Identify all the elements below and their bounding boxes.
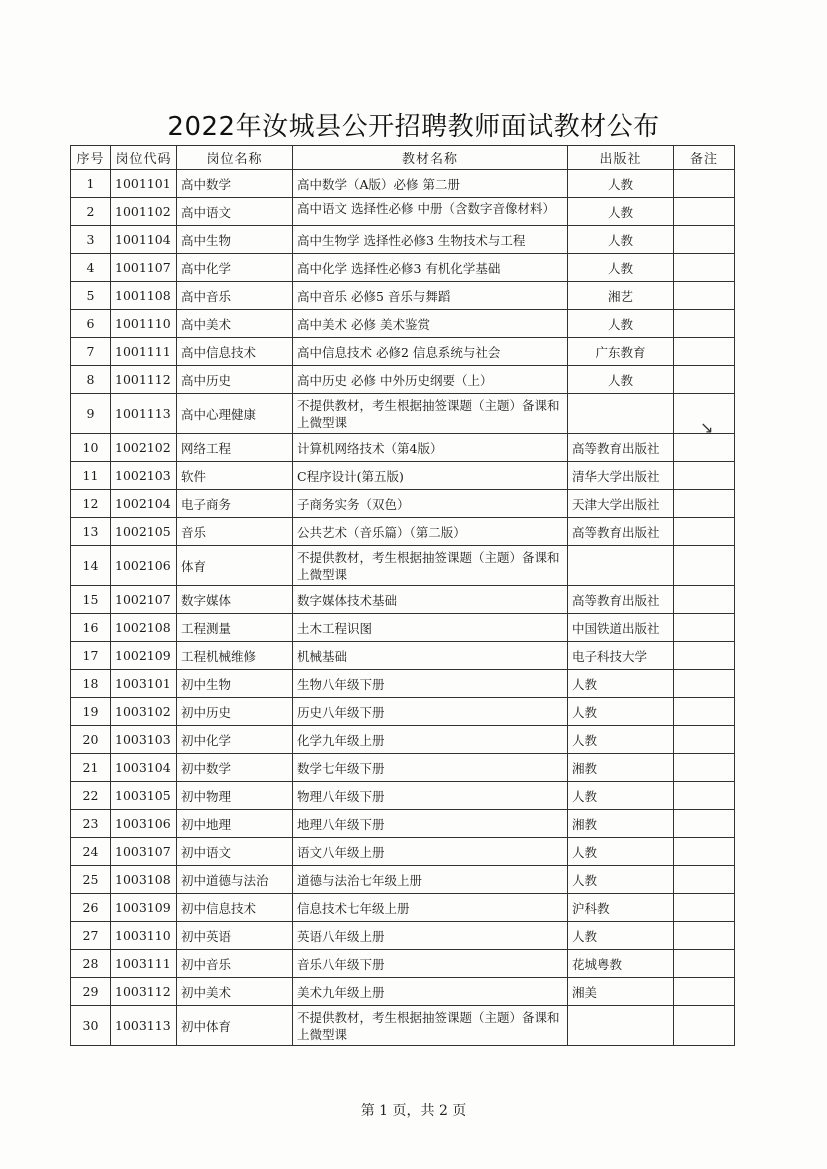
cell-position: 初中道德与法治 [177,866,293,894]
cell-position: 音乐 [177,518,293,546]
cell-publisher: 人教 [568,726,674,754]
cell-publisher [568,546,674,586]
cell-position: 体育 [177,546,293,586]
cell-textbook: 高中美术 必修 美术鉴赏 [293,310,568,338]
table-row [71,462,735,490]
cell-publisher: 人教 [568,366,674,394]
cell-no: 17 [71,642,111,670]
page-footer: 第 1 页，共 2 页 [360,1103,467,1119]
cell-code: 1001107 [111,254,177,282]
cell-code: 1001112 [111,366,177,394]
cell-publisher: 湘教 [568,754,674,782]
table-row [71,170,735,198]
cell-no: 12 [71,490,111,518]
cell-textbook: 高中历史 必修 中外历史纲要（上） [293,366,568,394]
cell-remark [674,754,735,782]
cell-code: 1001101 [111,170,177,198]
handwritten-mark: ↘ [700,418,714,437]
cell-textbook: 高中数学（A版）必修 第二册 [293,170,568,198]
table-row [71,670,735,698]
cell-code: 1002103 [111,462,177,490]
table-row [71,338,735,366]
header-no: 序号 [71,146,111,170]
table-row [71,586,735,614]
cell-position: 初中物理 [177,782,293,810]
cell-publisher: 人教 [568,170,674,198]
header-remark: 备注 [674,146,735,170]
header-textbook: 教材名称 [293,146,568,170]
cell-publisher: 湘美 [568,978,674,1006]
cell-remark [674,198,735,226]
cell-no: 10 [71,434,111,462]
cell-position: 初中数学 [177,754,293,782]
cell-publisher: 高等教育出版社 [568,518,674,546]
cell-publisher [568,1006,674,1046]
cell-textbook: 高中音乐 必修5 音乐与舞蹈 [293,282,568,310]
table-row [71,726,735,754]
cell-remark [674,518,735,546]
table-row [71,894,735,922]
cell-textbook: 数字媒体技术基础 [293,586,568,614]
cell-code: 1003102 [111,698,177,726]
cell-position: 初中信息技术 [177,894,293,922]
cell-publisher: 高等教育出版社 [568,586,674,614]
cell-position: 初中英语 [177,922,293,950]
cell-position: 高中心理健康 [177,394,293,434]
cell-publisher: 湘艺 [568,282,674,310]
table-row [71,838,735,866]
cell-remark [674,698,735,726]
table-row [71,866,735,894]
cell-position: 网络工程 [177,434,293,462]
table-row [71,394,735,434]
cell-code: 1002104 [111,490,177,518]
cell-position: 初中语文 [177,838,293,866]
cell-publisher: 湘教 [568,810,674,838]
cell-publisher [568,394,674,434]
cell-textbook: 化学九年级上册 [293,726,568,754]
cell-code: 1001108 [111,282,177,310]
cell-position: 高中美术 [177,310,293,338]
table-row [71,226,735,254]
cell-position: 高中语文 [177,198,293,226]
cell-remark [674,726,735,754]
cell-textbook: 道德与法治七年级上册 [293,866,568,894]
cell-textbook: 计算机网络技术（第4版） [293,434,568,462]
cell-no: 11 [71,462,111,490]
cell-code: 1001104 [111,226,177,254]
cell-remark [674,366,735,394]
cell-no: 21 [71,754,111,782]
cell-textbook: 不提供教材，考生根据抽签课题（主题）备课和上微型课 [293,546,568,586]
cell-textbook: C程序设计(第五版) [293,462,568,490]
cell-code: 1003110 [111,922,177,950]
cell-no: 26 [71,894,111,922]
cell-code: 1001113 [111,394,177,434]
cell-textbook: 物理八年级下册 [293,782,568,810]
cell-publisher: 清华大学出版社 [568,462,674,490]
cell-position: 软件 [177,462,293,490]
cell-position: 工程机械维修 [177,642,293,670]
cell-no: 7 [71,338,111,366]
cell-remark [674,462,735,490]
cell-textbook: 美术九年级上册 [293,978,568,1006]
cell-publisher: 人教 [568,198,674,226]
cell-publisher: 人教 [568,838,674,866]
table-row [71,546,735,586]
cell-textbook: 英语八年级上册 [293,922,568,950]
cell-publisher: 人教 [568,698,674,726]
cell-position: 高中数学 [177,170,293,198]
cell-code: 1003108 [111,866,177,894]
cell-publisher: 花城粤教 [568,950,674,978]
cell-no: 22 [71,782,111,810]
cell-remark [674,922,735,950]
cell-no: 25 [71,866,111,894]
cell-remark [674,642,735,670]
cell-remark [674,226,735,254]
cell-no: 14 [71,546,111,586]
cell-no: 5 [71,282,111,310]
cell-position: 初中音乐 [177,950,293,978]
cell-publisher: 中国铁道出版社 [568,614,674,642]
cell-position: 高中历史 [177,366,293,394]
cell-position: 高中音乐 [177,282,293,310]
cell-code: 1003104 [111,754,177,782]
table-row [71,1006,735,1046]
cell-textbook: 公共艺术（音乐篇）（第二版） [293,518,568,546]
cell-code: 1003105 [111,782,177,810]
cell-textbook: 生物八年级下册 [293,670,568,698]
header-publisher: 出版社 [568,146,674,170]
cell-textbook: 信息技术七年级上册 [293,894,568,922]
cell-remark [674,614,735,642]
cell-code: 1002105 [111,518,177,546]
cell-no: 4 [71,254,111,282]
cell-textbook-text: 高中语文 选择性必修 中册（含数字音像材料） [297,201,555,216]
cell-no: 28 [71,950,111,978]
cell-publisher: 人教 [568,226,674,254]
cell-textbook: 数学七年级下册 [293,754,568,782]
cell-position: 初中美术 [177,978,293,1006]
cell-textbook: 历史八年级下册 [293,698,568,726]
cell-no: 9 [71,394,111,434]
table-row [71,434,735,462]
cell-remark [674,338,735,366]
cell-position: 工程测量 [177,614,293,642]
cell-no: 29 [71,978,111,1006]
cell-no: 27 [71,922,111,950]
cell-position: 初中体育 [177,1006,293,1046]
cell-position: 初中历史 [177,698,293,726]
table-row [71,950,735,978]
cell-textbook: 语文八年级上册 [293,838,568,866]
cell-remark [674,950,735,978]
table-row [71,518,735,546]
header-code: 岗位代码 [111,146,177,170]
cell-position: 初中地理 [177,810,293,838]
cell-remark [674,170,735,198]
cell-code: 1001102 [111,198,177,226]
cell-remark [674,782,735,810]
cell-remark [674,310,735,338]
cell-publisher: 人教 [568,782,674,810]
cell-position: 电子商务 [177,490,293,518]
cell-position: 高中生物 [177,226,293,254]
cell-code: 1002108 [111,614,177,642]
page-title: 2022年汝城县公开招聘教师面试教材公布 [167,112,660,142]
cell-publisher: 人教 [568,254,674,282]
cell-code: 1001111 [111,338,177,366]
cell-remark [674,670,735,698]
cell-no: 3 [71,226,111,254]
table-row [71,978,735,1006]
cell-remark [674,586,735,614]
table-row [71,366,735,394]
cell-textbook: 高中生物学 选择性必修3 生物技术与工程 [293,226,568,254]
cell-no: 24 [71,838,111,866]
table-row [71,614,735,642]
cell-textbook: 子商务实务（双色） [293,490,568,518]
cell-code: 1003109 [111,894,177,922]
cell-publisher: 人教 [568,670,674,698]
table-row [71,782,735,810]
cell-no: 1 [71,170,111,198]
table-row [71,310,735,338]
cell-remark [674,810,735,838]
cell-remark [674,838,735,866]
cell-code: 1003101 [111,670,177,698]
cell-code: 1002102 [111,434,177,462]
cell-no: 30 [71,1006,111,1046]
table-row [71,754,735,782]
cell-no: 19 [71,698,111,726]
cell-no: 13 [71,518,111,546]
cell-publisher: 高等教育出版社 [568,434,674,462]
cell-no: 15 [71,586,111,614]
cell-publisher: 沪科教 [568,894,674,922]
cell-code: 1001110 [111,310,177,338]
cell-code: 1003112 [111,978,177,1006]
cell-no: 8 [71,366,111,394]
cell-no: 20 [71,726,111,754]
cell-position: 高中信息技术 [177,338,293,366]
textbook-table [70,145,735,1046]
cell-publisher: 天津大学出版社 [568,490,674,518]
cell-textbook: 不提供教材，考生根据抽签课题（主题）备课和上微型课 [293,394,568,434]
cell-textbook [293,198,568,226]
table-row [71,698,735,726]
cell-textbook: 土木工程识图 [293,614,568,642]
cell-code: 1002106 [111,546,177,586]
cell-publisher: 人教 [568,922,674,950]
table-row [71,810,735,838]
cell-remark [674,1006,735,1046]
cell-remark [674,866,735,894]
cell-no: 18 [71,670,111,698]
cell-textbook: 音乐八年级下册 [293,950,568,978]
table-row [71,282,735,310]
cell-code: 1002107 [111,586,177,614]
cell-publisher: 广东教育 [568,338,674,366]
table-row [71,922,735,950]
cell-no: 6 [71,310,111,338]
cell-code: 1003103 [111,726,177,754]
cell-no: 16 [71,614,111,642]
cell-position: 初中化学 [177,726,293,754]
cell-remark [674,978,735,1006]
cell-textbook: 高中信息技术 必修2 信息系统与社会 [293,338,568,366]
cell-publisher: 电子科技大学 [568,642,674,670]
cell-textbook: 不提供教材，考生根据抽签课题（主题）备课和上微型课 [293,1006,568,1046]
cell-remark [674,434,735,462]
cell-no: 23 [71,810,111,838]
cell-remark [674,894,735,922]
cell-position: 高中化学 [177,254,293,282]
cell-code: 1003107 [111,838,177,866]
cell-textbook: 机械基础 [293,642,568,670]
cell-code: 1003113 [111,1006,177,1046]
cell-remark [674,490,735,518]
cell-textbook: 高中化学 选择性必修3 有机化学基础 [293,254,568,282]
header-position: 岗位名称 [177,146,293,170]
table-row [71,490,735,518]
cell-remark [674,282,735,310]
cell-code: 1003106 [111,810,177,838]
cell-code: 1002109 [111,642,177,670]
cell-publisher: 人教 [568,866,674,894]
table-row [71,254,735,282]
table-row [71,642,735,670]
cell-publisher: 人教 [568,310,674,338]
cell-position: 数字媒体 [177,586,293,614]
table-header-row [71,146,735,170]
cell-position: 初中生物 [177,670,293,698]
cell-textbook: 地理八年级下册 [293,810,568,838]
table-row [71,198,735,226]
cell-remark [674,254,735,282]
cell-code: 1003111 [111,950,177,978]
cell-remark [674,546,735,586]
cell-no: 2 [71,198,111,226]
